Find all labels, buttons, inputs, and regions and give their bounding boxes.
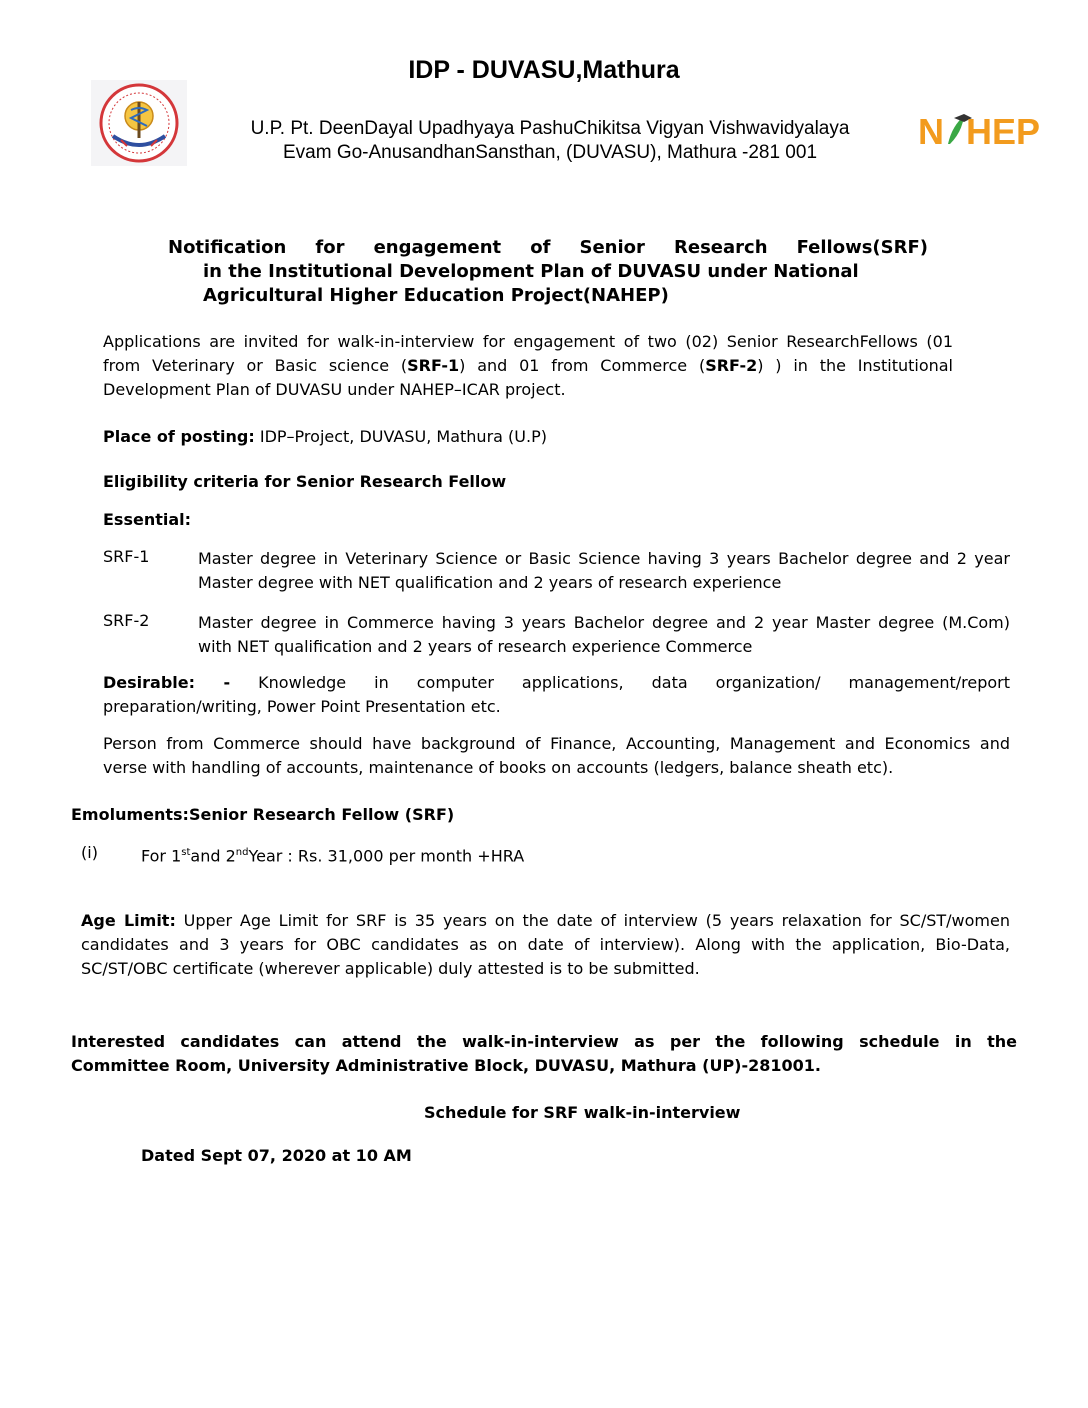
essential-heading: Essential: — [103, 510, 192, 529]
notification-heading-line1: Notification for engagement of Senior Research Fellows(SRF) — [168, 237, 928, 258]
interest-paragraph: Interested candidates can attend the walk-in-interview as per the following schedule in the Committee Room, University Administrative Block, DUVASU, Mathura (UP)-281001. — [71, 1032, 1017, 1075]
svg-text:HEP: HEP — [966, 111, 1041, 150]
position-desc-srf1: Master degree in Veterinary Science or Basic Science having 3 years Bachelor degree and 2 year Master degree with NET qualification and 2 years of research experience — [198, 549, 1010, 592]
place-of-posting-label: Place of posting: — [103, 427, 255, 446]
position-desc-srf2: Master degree in Commerce having 3 years Bachelor degree and 2 year Master degree (M.Com) with NET qualification and 2 years of research experience Commerce — [198, 613, 1010, 656]
university-seal-logo — [91, 80, 187, 166]
schedule-heading: Schedule for SRF walk-in-interview — [424, 1103, 741, 1122]
desirable-label: Desirable: - — [103, 673, 231, 692]
emoluments-item-text: For 1stand 2ndYear : Rs. 31,000 per month +HRA — [141, 846, 525, 866]
university-name — [200, 117, 900, 165]
place-of-posting — [103, 425, 547, 449]
intro-line1: Applications are invited for walk-in-interview for engagement of two (02) Senior ResearchFellows (01 — [103, 332, 953, 351]
notification-heading-line3: Agricultural Higher Education Project(NAHEP) — [203, 285, 669, 306]
svg-text:N: N — [918, 111, 944, 150]
emoluments-heading: Emoluments:Senior Research Fellow (SRF) — [71, 805, 455, 824]
commerce-note: Person from Commerce should have background of Finance, Accounting, Management and Economics and verse with handling of accounts, maintenance of books on accounts (ledgers, balance sheath etc). — [103, 734, 1010, 777]
position-code-srf1: SRF-1 — [103, 547, 150, 566]
intro-line3: Development Plan of DUVASU under NAHEP–ICAR project. — [103, 380, 566, 399]
nahep-logo — [918, 110, 1050, 150]
university-name-line1: U.P. Pt. DeenDayal Upadhyaya PashuChikitsa Vigyan Vishwavidyalaya — [250, 118, 850, 139]
notification-heading-line2: in the Institutional Development Plan of DUVASU under National — [203, 261, 859, 282]
page-title: IDP - DUVASU,Mathura — [408, 56, 680, 84]
eligibility-heading: Eligibility criteria for Senior Research Fellow — [103, 472, 507, 491]
age-limit-paragraph: Age Limit: Upper Age Limit for SRF is 35 years on the date of interview (5 years relaxation for SC/ST/women candidates and 3 years for OBC candidates as on date of interview). Along with the application, Bio-Data, SC/ST/OBC certificate (wherever applicable) duly attested is to be submitted. — [81, 911, 1010, 978]
desirable-paragraph: Desirable: - Knowledge in computer applications, data organization/ management/report preparation/writing, Power Point Presentation etc. — [103, 673, 1010, 716]
university-name-line2: Evam Go-AnusandhanSansthan, (DUVASU), Mathura -281 001 — [282, 142, 818, 163]
age-limit-label: Age Limit: — [81, 911, 176, 930]
emoluments-item-index: (i) — [81, 843, 98, 862]
interview-date: Dated Sept 07, 2020 at 10 AM — [141, 1146, 412, 1165]
place-of-posting-value: IDP–Project, DUVASU, Mathura (U.P) — [254, 427, 547, 446]
intro-line2: from Veterinary or Basic science (SRF-1) and 01 from Commerce (SRF-2) ) in the Institutional — [103, 356, 954, 375]
position-code-srf2: SRF-2 — [103, 611, 150, 630]
